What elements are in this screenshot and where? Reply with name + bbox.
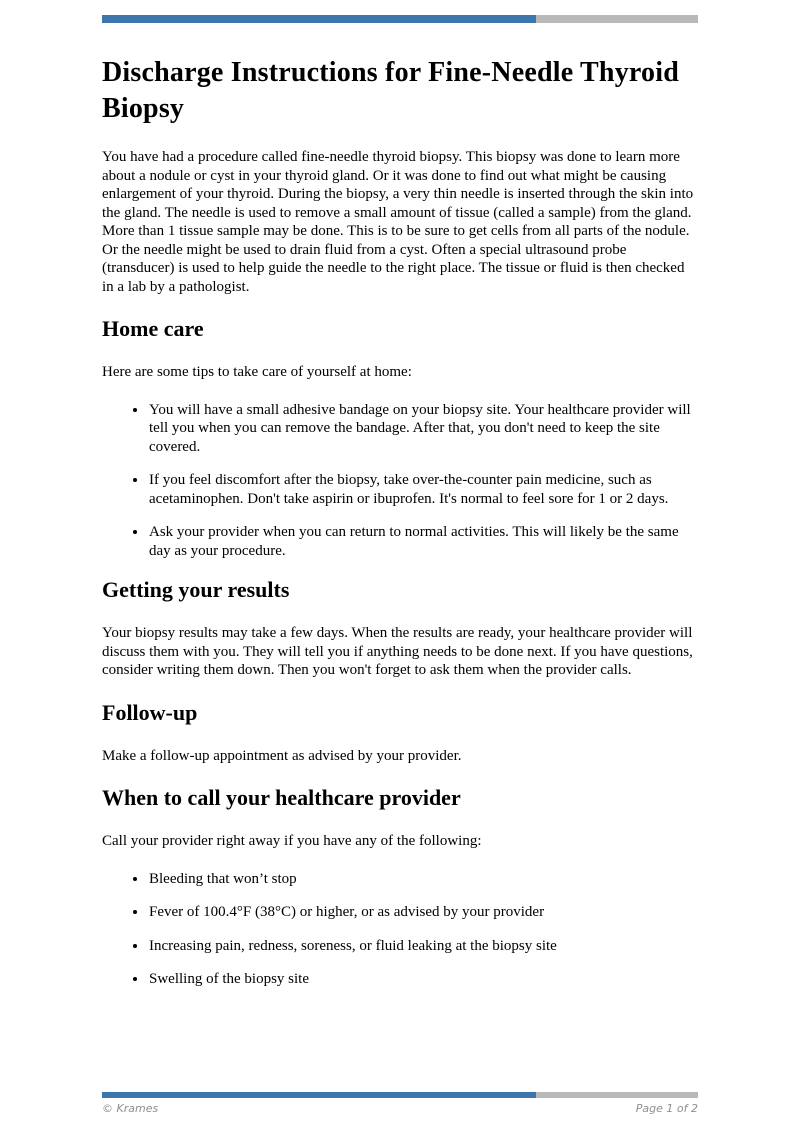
top-divider-blue-segment: [102, 15, 536, 23]
list-item: • You will have a small adhesive bandage on your biopsy site. Your healthcare provider will tell you when you can remove the bandage. After that, you don't need to keep the site covered.: [148, 401, 698, 457]
bullet-list-when-to-call: [102, 870, 698, 989]
footer-divider-blue-segment: [102, 1092, 536, 1098]
section-lead-follow-up: Make a follow-up appointment as advised by your provider.: [102, 747, 462, 764]
bullet-list-home-care: [102, 401, 698, 561]
section-lead-when-to-call: Call your provider right away if you have any of the following:: [102, 833, 482, 849]
page-title: Discharge Instructions for Fine-Needle Thyroid Biopsy: [102, 57, 679, 124]
section-heading-getting-results: Getting your results: [102, 577, 290, 602]
list-item: • Ask your provider when you can return to normal activities. This will likely be the same day as your procedure.: [148, 523, 698, 560]
intro-paragraph: You have had a procedure called fine-needle thyroid biopsy. This biopsy was done to learn more about a nodule or cyst in your thyroid gland. Or it was done to find out what might be causing enlargement of your thyroid. During the biopsy, a very thin needle is inserted through the skin into the gland. The needle is used to remove a small amount of tissue (called a sample) from the gland. More than 1 tissue sample may be done. This is to be sure to get cells from all parts of the nodule. Or the needle might be used to drain fluid from a cyst. Often a special ultrasound probe (transducer) is used to help guide the needle to the right place. The tissue or fluid is then checked in a lab by a pathologist.: [102, 149, 694, 295]
list-item: • If you feel discomfort after the biopsy, take over-the-counter pain medicine, such as acetaminophen. Don't take aspirin or ibuprofen. It's normal to feel sore for 1 or 2 days.: [148, 471, 698, 508]
top-divider-bar: [102, 15, 698, 23]
page-number: Page 1 of 2: [635, 1102, 698, 1115]
section-lead-home-care: Here are some tips to take care of yourself at home:: [102, 364, 412, 380]
footer-text-row: [102, 1102, 698, 1115]
section-heading-follow-up: Follow-up: [102, 699, 198, 725]
document-content: [102, 55, 698, 989]
section-lead-getting-results: Your biopsy results may take a few days. When the results are ready, your healthcare provider will discuss them with you. They will tell you if anything needs to be done next. If you have questions, consider writing them down. Then you won't forget to ask them when the provider calls.: [102, 625, 693, 678]
footer-divider-gray-segment: [536, 1092, 698, 1098]
section-heading-when-to-call: When to call your healthcare provider: [102, 785, 461, 810]
section-heading-home-care: Home care: [102, 316, 204, 341]
top-divider-gray-segment: [536, 15, 698, 23]
list-item: • Bleeding that won’t stop: [148, 870, 698, 889]
list-item: • Fever of 100.4°F (38°C) or higher, or as advised by your provider: [148, 903, 698, 922]
footer-divider-bar: [102, 1092, 698, 1098]
page-footer: [102, 1092, 698, 1115]
copyright-text: © Krames: [102, 1102, 159, 1115]
list-item: • Increasing pain, redness, soreness, or fluid leaking at the biopsy site: [148, 937, 698, 956]
list-item: • Swelling of the biopsy site: [148, 970, 698, 989]
